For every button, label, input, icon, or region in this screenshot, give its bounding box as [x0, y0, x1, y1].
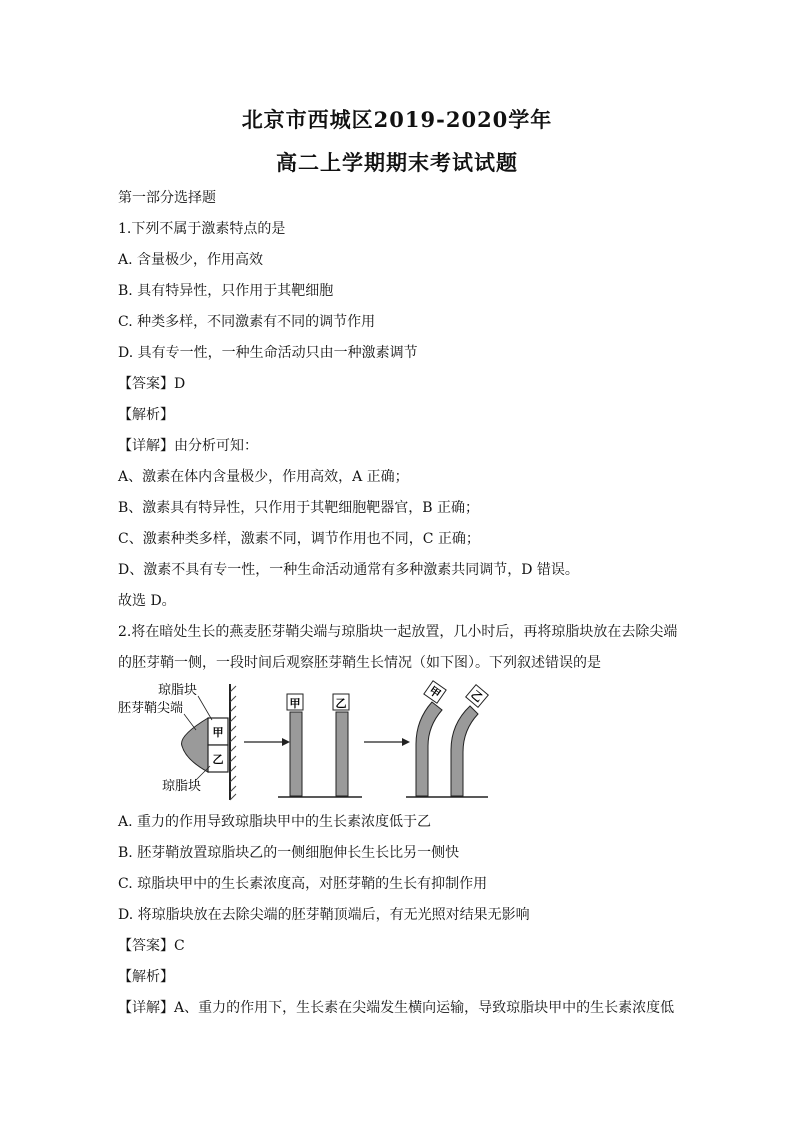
- coleoptile-bent-jia: [416, 702, 442, 796]
- label-jia-stage3: 甲: [426, 683, 443, 701]
- q1-option-a: A. 含量极少，作用高效: [118, 252, 264, 268]
- q1-analysis-label: 【解析】: [118, 407, 174, 423]
- agar-block-yi-stage3: [466, 685, 489, 708]
- coleoptile-tip-shape: [182, 718, 208, 772]
- arrow-2-head: [402, 738, 410, 746]
- label-jia-left: 甲: [212, 726, 224, 739]
- q2-stem-line1: 2.将在暗处生长的燕麦胚芽鞘尖端与琼脂块一起放置，几小时后，再将琼脂块放在去除尖端: [118, 624, 678, 640]
- arrow-1-head: [282, 738, 290, 746]
- q2-analysis-label: 【解析】: [118, 969, 174, 985]
- q1-option-b: B. 具有特异性，只作用于其靶细胞: [118, 283, 334, 299]
- q2-detail-line1: 【详解】A、重力的作用下，生长素在尖端发生横向运输，导致琼脂块甲中的生长素浓度低: [118, 1000, 675, 1016]
- section-heading: 第一部分选择题: [118, 190, 216, 206]
- q2-option-c: C. 琼脂块甲中的生长素浓度高，对胚芽鞘的生长有抑制作用: [118, 876, 488, 892]
- label-jia-stage2: 甲: [289, 697, 301, 710]
- q1-detail-line: C、激素种类多样，激素不同，调节作用也不同，C 正确；: [118, 531, 480, 547]
- coleoptile-bent-yi: [451, 706, 478, 796]
- label-yi-stage2: 乙: [335, 697, 347, 710]
- coleoptile-experiment-figure: [112, 680, 492, 804]
- q1-detail-line: 故选 D。: [118, 593, 176, 609]
- q2-option-d: D. 将琼脂块放在去除尖端的胚芽鞘顶端后，有无光照对结果无影响: [118, 907, 530, 923]
- q1-answer: 【答案】D: [118, 376, 186, 392]
- label-agar-block-top: 琼脂块: [158, 683, 198, 698]
- q1-detail-line: A、激素在体内含量极少，作用高效，A 正确；: [118, 469, 409, 485]
- label-agar-block-bottom: 琼脂块: [162, 779, 202, 794]
- coleoptile-straight-jia: [290, 712, 302, 796]
- q1-detail-line: D、激素不具有专一性，一种生命活动通常有多种激素共同调节，D 错误。: [118, 562, 579, 578]
- q2-option-b: B. 胚芽鞘放置琼脂块乙的一侧细胞伸长生长比另一侧快: [118, 845, 460, 861]
- label-yi-left: 乙: [212, 753, 224, 766]
- document-title-line2: 高二上学期期末考试试题: [276, 150, 518, 175]
- q2-answer: 【答案】C: [118, 938, 185, 954]
- q2-stem-line2: 的胚芽鞘一侧，一段时间后观察胚芽鞘生长情况（如下图）。下列叙述错误的是: [118, 655, 601, 671]
- document-title-line1: 北京市西城区2019-2020学年: [241, 107, 553, 132]
- q1-stem: 1.下列不属于激素特点的是: [118, 221, 286, 237]
- q2-option-a: A. 重力的作用导致琼脂块甲中的生长素浓度低于乙: [118, 814, 432, 830]
- agar-block-jia-stage3: [424, 681, 446, 703]
- pointer-line: [198, 696, 212, 720]
- coleoptile-straight-yi: [336, 712, 348, 796]
- q1-option-d: D. 具有专一性，一种生命活动只由一种激素调节: [118, 345, 418, 361]
- pointer-line: [184, 714, 196, 730]
- q1-option-c: C. 种类多样，不同激素有不同的调节作用: [118, 314, 376, 330]
- label-yi-stage3: 乙: [468, 687, 486, 705]
- label-coleoptile-tip: 胚芽鞘尖端: [118, 701, 184, 716]
- q1-detail-line: B、激素具有特异性，只作用于其靶细胞靶器官，B 正确；: [118, 500, 480, 516]
- q1-detail-line: 【详解】由分析可知：: [118, 438, 258, 454]
